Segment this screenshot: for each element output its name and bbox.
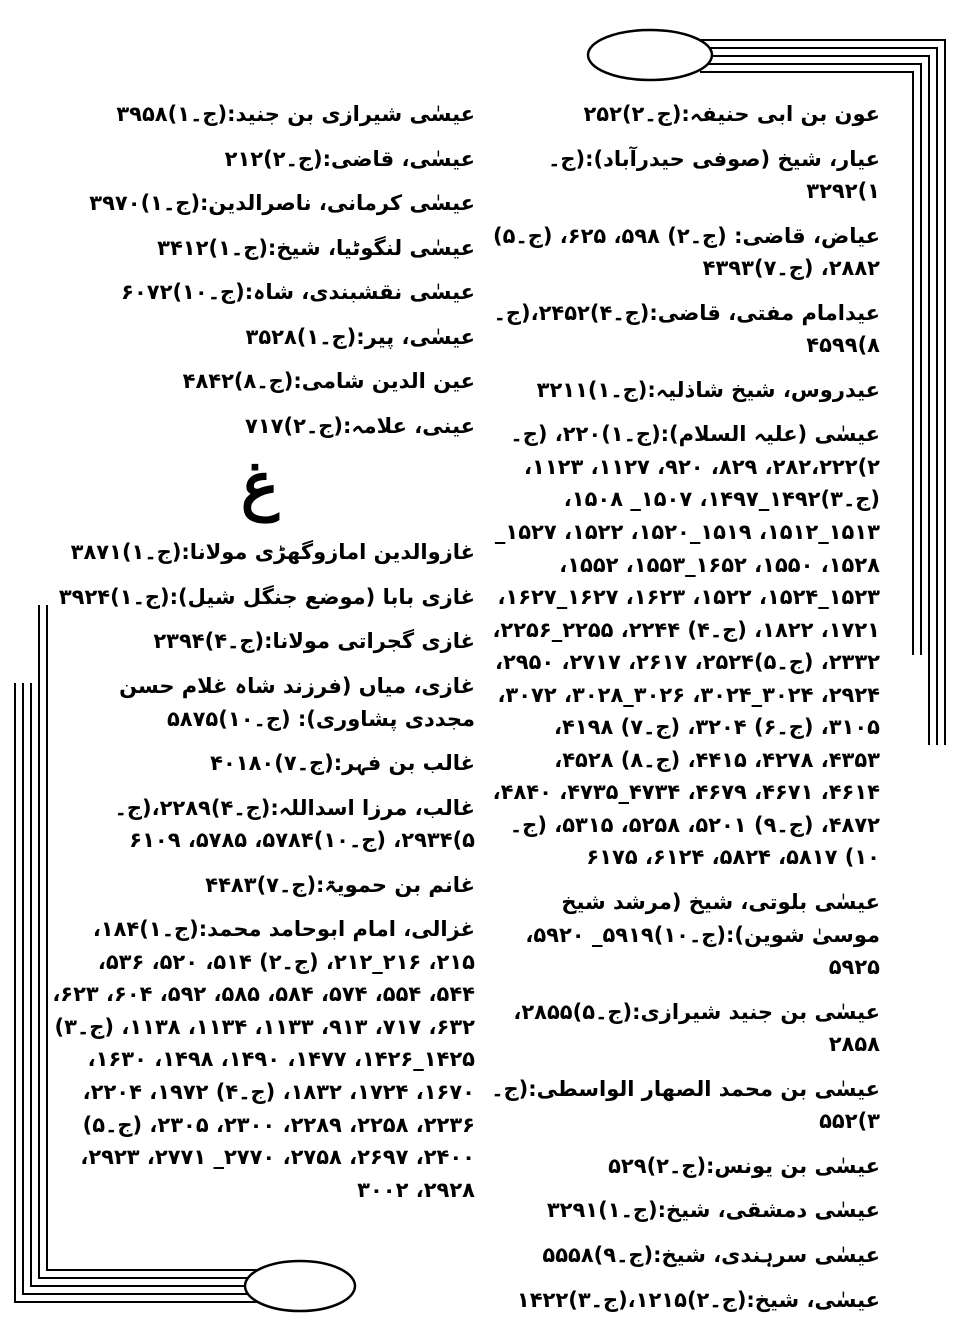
index-entry: غالب بن فہر:(ج۔۷)۴۰۱۸۰ <box>210 751 475 776</box>
top-oval-ornament <box>588 30 712 80</box>
index-entry: غالب، مرزا اسداللہ:(ج۔۴)۲۲۸۹،(ج۔۵)۲۹۳۴، (ج۔۱۰)۵۷۸۴، ۵۷۸۵، ۶۱۰۹ <box>114 795 475 853</box>
index-entry: عیسٰی، قاضی:(ج۔۲)۲۱۲ <box>224 146 475 171</box>
index-entry: عیسٰی دمشقی، شیخ:(ج۔۱)۳۲۹۱ <box>546 1198 880 1223</box>
index-entry: عیسٰی بلوتی، شیخ (مرشد شیخ موسیٰ شوین):(ج۔۱۰)۵۹۱۹_ ۵۹۲۰، ۵۹۲۵ <box>525 890 880 980</box>
index-column-left <box>45 98 475 1212</box>
index-entry: عین الدین شامی:(ج۔۸)۴۸۴۲ <box>182 369 475 394</box>
index-entry: عیسٰی بن یونس:(ج۔۲)۵۲۹ <box>608 1153 880 1178</box>
index-entry: عیسٰی کرمانی، ناصرالدین:(ج۔۱)۳۹۷۰ <box>89 191 475 216</box>
index-entry: عیسٰی، پیر:(ج۔۱)۳۵۲۸ <box>245 324 475 349</box>
index-entry: عیسٰی سرہندی، شیخ:(ج۔۹)۵۵۵۸ <box>542 1242 880 1267</box>
index-entry: غازی بابا (موضع جنگل شیل):(ج۔۱)۳۹۲۴ <box>58 584 475 609</box>
index-entry: غازوالدین امازوگھڑی مولانا:(ج۔۱)۳۸۷۱ <box>70 540 475 565</box>
index-entry: عیسٰی لنگوٹیا، شیخ:(ج۔۱)۳۴۱۲ <box>157 235 475 260</box>
index-column-right <box>490 98 880 1328</box>
index-entry: غازی گجراتی مولانا:(ج۔۴)۲۳۹۴ <box>153 629 475 654</box>
index-entry: غزالی، امام ابوحامد محمد:(ج۔۱)۱۸۴، ۲۱۵، ۲۱۶_۲۱۲، (ج۔۲) ۵۱۴، ۵۲۰، ۵۳۶، ۵۴۴، ۵۵۴، ۵۷۴، ۵۸۴، ۵۸۵، ۵۹۲، ۶۰۴، ۶۲۳، ۶۳۲، ۷۱۷، ۹۱۳، ۱۱۳۳، ۱۱۳۴، ۱۱۳۸، (ج۔۳) ۱۴۲۵_۱۴۲۶، ۱۴۷۷، ۱۴۹۰، ۱۴۹۸، ۱۶۳۰، ۱۶۷۰، ۱۷۲۴، ۱۸۳۲، (ج۔۴) ۱۹۷۲، ۲۲۰۴، ۲۲۳۶، ۲۲۵۸، ۲۲۸۹، ۲۳۰۰، ۲۳۰۵، (ج۔۵) ۲۴۰۰، ۲۶۹۷، ۲۷۵۸، ۲۷۷۰_ ۲۷۷۱، ۲۹۲۳، ۲۹۲۸، ۳۰۰۲ <box>52 917 475 1202</box>
index-entry: غانم بن حمویۃ:(ج۔۷)۴۴۸۳ <box>205 872 475 897</box>
section-letter-heading: غ <box>240 448 280 524</box>
index-entry: عیسٰی شیرازی بن جنید:(ج۔۱)۳۹۵۸ <box>116 102 475 126</box>
bottom-oval-ornament <box>245 1261 355 1311</box>
index-entry: عیار، شیخ (صوفی حیدرآباد):(ج۔۱)۳۲۹۲ <box>548 146 880 204</box>
index-entry: عون بن ابی حنیفہ:(ج۔۲)۲۵۲ <box>583 102 880 126</box>
index-entry: عیسٰی نقشبندی، شاہ:(ج۔۱۰)۶۰۷۲ <box>121 280 475 305</box>
index-entry: عیدروس، شیخ شاذلیہ:(ج۔۱)۳۲۱۱ <box>536 377 880 402</box>
index-entry: عیسٰی بن جنید شیرازی:(ج۔۵)۲۸۵۵، ۲۸۵۸ <box>513 999 880 1057</box>
index-entry: عیدامام مفتی، قاضی:(ج۔۴)۲۴۵۲،(ج۔۸)۴۵۹۹ <box>493 300 880 358</box>
index-entry: عینی، علامہ:(ج۔۲)۷۱۷ <box>245 413 475 438</box>
index-entry: عیاض، قاضی: (ج۔۲) ۵۹۸، ۶۲۵، (ج۔۵) ۲۸۸۲، (ج۔۷)۴۳۹۳ <box>493 223 880 281</box>
index-entry: عیسٰی بن محمد الصھار الواسطی:(ج۔۳)۵۵۲ <box>491 1076 880 1134</box>
index-entry: غازی، میاں (فرزند شاہ غلام حسن مجددی پشاوری): (ج۔۱۰)۵۸۷۵ <box>119 674 475 731</box>
index-entry: عیسٰی، شیخ:(ج۔۲)۱۲۱۵،(ج۔۳)۱۴۲۲ <box>516 1287 880 1312</box>
index-entry: عیسٰی (علیہ السلام):(ج۔۱)۲۲۰، (ج۔۲)۲۸۲،۲۲۲، ۸۲۹، ۹۲۰، ۱۱۲۷، ۱۱۲۳، (ج۔۳)۱۴۹۲_۱۴۹۷، ۱۵۰۷_ ۱۵۰۸، ۱۵۱۳_۱۵۱۲، ۱۵۱۹_۱۵۲۰، ۱۵۲۲، ۱۵۲۷_ ۱۵۲۸، ۱۵۵۰، ۱۶۵۲_۱۵۵۳، ۱۵۵۲، ۱۵۲۳_۱۵۲۴، ۱۵۲۲، ۱۶۲۳، ۱۶۲۷_۱۶۲۷، ۱۷۲۱، ۱۸۲۲، (ج۔۴) ۲۲۴۴، ۲۲۵۵_۲۲۵۶، ۲۳۳۲، (ج۔۵)۲۵۲۴، ۲۶۱۷، ۲۷۱۷، ۲۹۵۰، ۲۹۲۴، ۳۰۲۴_۳۰۲۴، ۳۰۲۶_۳۰۲۸، ۳۰۷۲، ۳۱۰۵، (ج۔۶) ۳۲۰۴، (ج۔۷) ۴۱۹۸، ۴۳۵۳، ۴۲۷۸، ۴۴۱۵، (ج۔۸) ۴۵۲۸، ۴۶۱۴، ۴۶۷۱، ۴۶۷۹، ۴۷۳۴_۴۷۳۵، ۴۸۴۰، ۴۸۷۲، (ج۔۹) ۵۲۰۱، ۵۲۵۸، ۵۳۱۵، (ج۔۱۰) ۵۸۱۷، ۵۸۲۴، ۶۱۲۴، ۶۱۷۵ <box>492 422 880 870</box>
